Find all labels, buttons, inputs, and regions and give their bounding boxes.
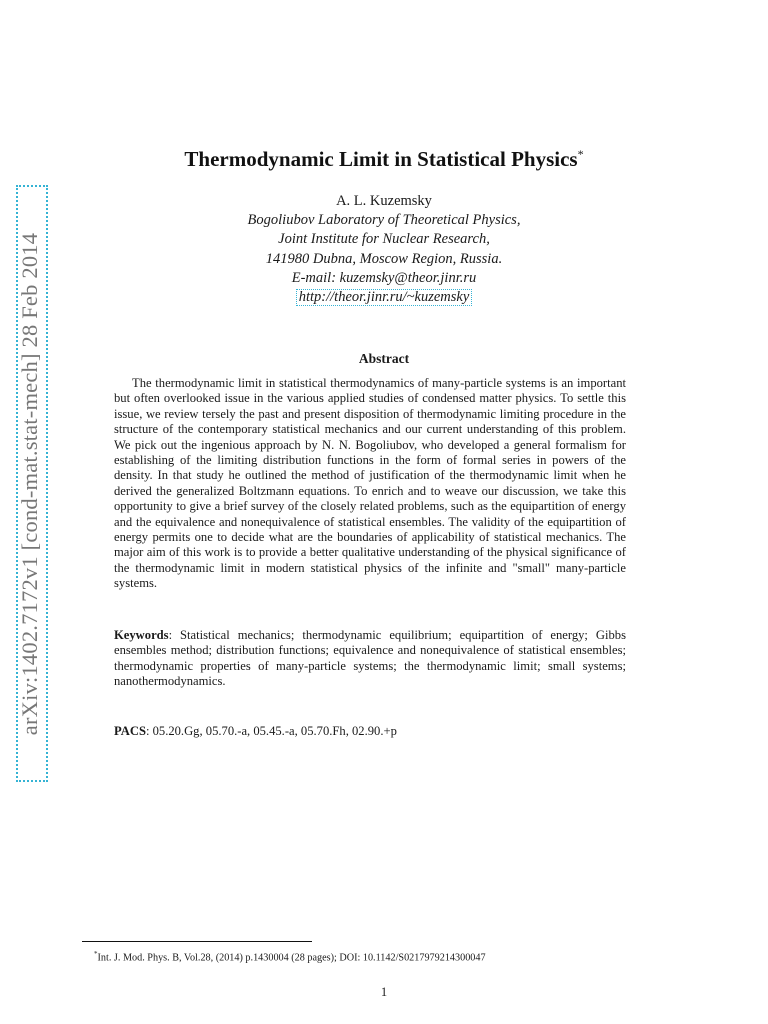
abstract-text: The thermodynamic limit in statistical thermodynamics of many-particle systems is an important but often overlooked issue in the various applied studies of condensed matter physics. To settle this issue, we review tersely the past and present disposition of thermodynamic limiting procedure in the structure of the contemporary statistical mechanics and our current understanding of this problem. We pick out the ingenious approach by N. N. Bogoliubov, who developed a general formalism for establishing of the limiting distribution functions in the form of formal series in powers of the density. In that study he outlined the method of justification of the thermodynamic limit when he derived the generalized Boltzmann equations. To enrich and to weave our discussion, we take this opportunity to give a brief survey of the closely related problems, such as the equipartition of energy and the equivalence and nonequivalence of statistical ensembles. The validity of the equipartition of energy permits one to decide what are the boundaries of applicability of statistical mechanics. The major aim of this work is to provide a better qualitative understanding of the physical significance of the thermodynamic limit in modern statistical physics of the infinite and "small" many-particle systems. — [114, 376, 626, 591]
footnote-text: Int. J. Mod. Phys. B, Vol.28, (2014) p.1430004 (28 pages); DOI: 10.1142/S0217979214300047 — [97, 952, 486, 964]
title-footnote-mark: * — [577, 147, 584, 161]
pacs-label: PACS — [114, 724, 146, 738]
pacs-text: : 05.20.Gg, 05.70.-a, 05.45.-a, 05.70.Fh, 02.90.+p — [145, 724, 397, 738]
affiliation-line: Joint Institute for Nuclear Research, — [278, 231, 490, 248]
title-text: Thermodynamic Limit in Statistical Physics — [184, 147, 578, 171]
footnote-rule — [82, 941, 312, 942]
author-url-link[interactable]: http://theor.jinr.ru/~kuzemsky — [296, 289, 473, 306]
affiliation-line: Bogoliubov Laboratory of Theoretical Physics, — [247, 212, 521, 229]
keywords-paragraph — [114, 628, 626, 690]
pacs-paragraph — [114, 724, 626, 739]
keywords-label: Keywords — [114, 628, 169, 642]
footnote — [94, 948, 486, 964]
keywords-text: : Statistical mechanics; thermodynamic equilibrium; equipartition of energy; Gibbs ensembles method; distribution functions; equivalence and nonequivalence of statistical ensembles; thermodynamic properties of many-particle systems; the thermodynamic limit; small systems; nanothermodynamics. — [114, 628, 626, 689]
footnote-mark: * — [94, 950, 98, 958]
author-block — [0, 192, 768, 307]
page-number: 1 — [380, 985, 388, 999]
paper-title — [0, 147, 768, 172]
author-name: A. L. Kuzemsky — [336, 193, 432, 209]
abstract-heading: Abstract — [358, 351, 410, 366]
affiliation-line: 141980 Dubna, Moscow Region, Russia. — [265, 250, 503, 267]
arxiv-stamp[interactable]: arXiv:1402.7172v1 [cond-mat.stat-mech] 28 Feb 2014 — [17, 232, 42, 736]
author-email: E-mail: kuzemsky@theor.jinr.ru — [291, 269, 477, 286]
